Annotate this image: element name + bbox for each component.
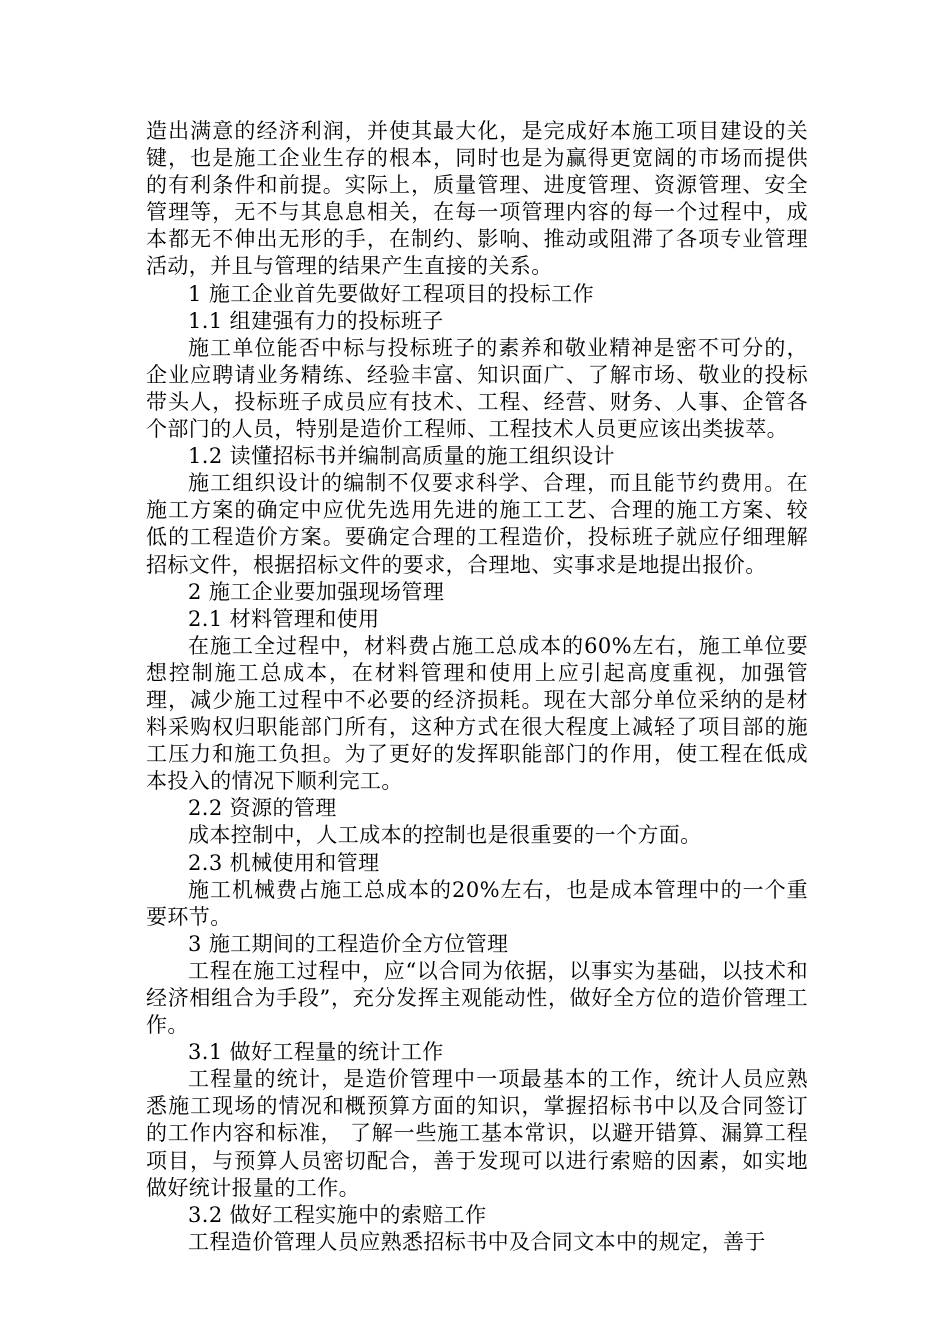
paragraph-3-2: 工程造价管理人员应熟悉招标书中及合同文本中的规定，善于 xyxy=(188,1229,766,1254)
paragraph-2-1: 在施工全过程中，材料费占施工总成本的60%左右，施工单位要想控制施工总成本，在材料管理和使用上应引起高度重视，加强管理，减少施工过程中不必要的经济损耗。现在大部分单位采纳的是材料采购权归职能部门所有，这种方式在很大程度上减轻了项目部的施工压力和施工负担。为了更好的发挥职能部门的作用，使工程在低成本投入的情况下顺利完工。 xyxy=(146,633,808,794)
subsection-heading-3-2: 3.2 做好工程实施中的索赔工作 xyxy=(188,1202,487,1227)
subsection-heading-1-1: 1.1 组建强有力的投标班子 xyxy=(188,308,444,333)
intro-paragraph: 造出满意的经济利润，并使其最大化，是完成好本施工项目建设的关键，也是施工企业生存的根本，同时也是为赢得更宽阔的市场而提供的有利条件和前提。实际上，质量管理、进度管理、资源管理、安全管理等，无不与其息息相关，在每一项管理内容的每一个过程中，成本都无不伸出无形的手，在制约、影响、推动或阻滞了各项专业管理活动，并且与管理的结果产生直接的关系。 xyxy=(146,119,808,279)
document-page xyxy=(146,118,808,1256)
subsection-heading-1-2: 1.2 读懂招标书并编制高质量的施工组织设计 xyxy=(188,444,615,469)
section-heading-2: 2 施工企业要加强现场管理 xyxy=(188,579,445,604)
subsection-heading-2-1: 2.1 材料管理和使用 xyxy=(188,606,380,631)
paragraph-2-3: 施工机械费占施工总成本的20%左右，也是成本管理中的一个重要环节。 xyxy=(146,877,808,929)
subsection-heading-3-1: 3.1 做好工程量的统计工作 xyxy=(188,1040,444,1065)
section-heading-1: 1 施工企业首先要做好工程项目的投标工作 xyxy=(188,281,595,306)
subsection-heading-2-2: 2.2 资源的管理 xyxy=(188,796,337,821)
paragraph-2-2: 成本控制中，人工成本的控制也是很重要的一个方面。 xyxy=(188,823,702,848)
subsection-heading-2-3: 2.3 机械使用和管理 xyxy=(188,850,380,875)
section-heading-3: 3 施工期间的工程造价全方位管理 xyxy=(188,931,509,956)
paragraph-3-1: 工程量的统计，是造价管理中一项最基本的工作，统计人员应熟悉施工现场的情况和概预算方面的知识，掌握招标书中以及合同签订的工作内容和标准， 了解一些施工基本常识，以避开错算、漏算工程项目，与预算人员密切配合，善于发现可以进行索赔的因素，如实地做好统计报量的工作。 xyxy=(146,1067,808,1200)
paragraph-1-1: 施工单位能否中标与投标班子的素养和敬业精神是密不可分的，企业应聘请业务精练、经验丰富、知识面广、了解市场、敬业的投标带头人，投标班子成员应有技术、工程、经营、财务、人事、企管各个部门的人员，特别是造价工程师、工程技术人员更应该出类拔萃。 xyxy=(146,335,808,442)
paragraph-3: 工程在施工过程中，应“以合同为依据，以事实为基础，以技术和经济相组合为手段”，充分发挥主观能动性，做好全方位的造价管理工作。 xyxy=(146,958,808,1038)
paragraph-1-2: 施工组织设计的编制不仅要求科学、合理，而且能节约费用。在施工方案的确定中应优先选用先进的施工工艺、合理的施工方案、较低的工程造价方案。要确定合理的工程造价，投标班子就应仔细理解招标文件，根据招标文件的要求，合理地、实事求是地提出报价。 xyxy=(146,471,808,577)
